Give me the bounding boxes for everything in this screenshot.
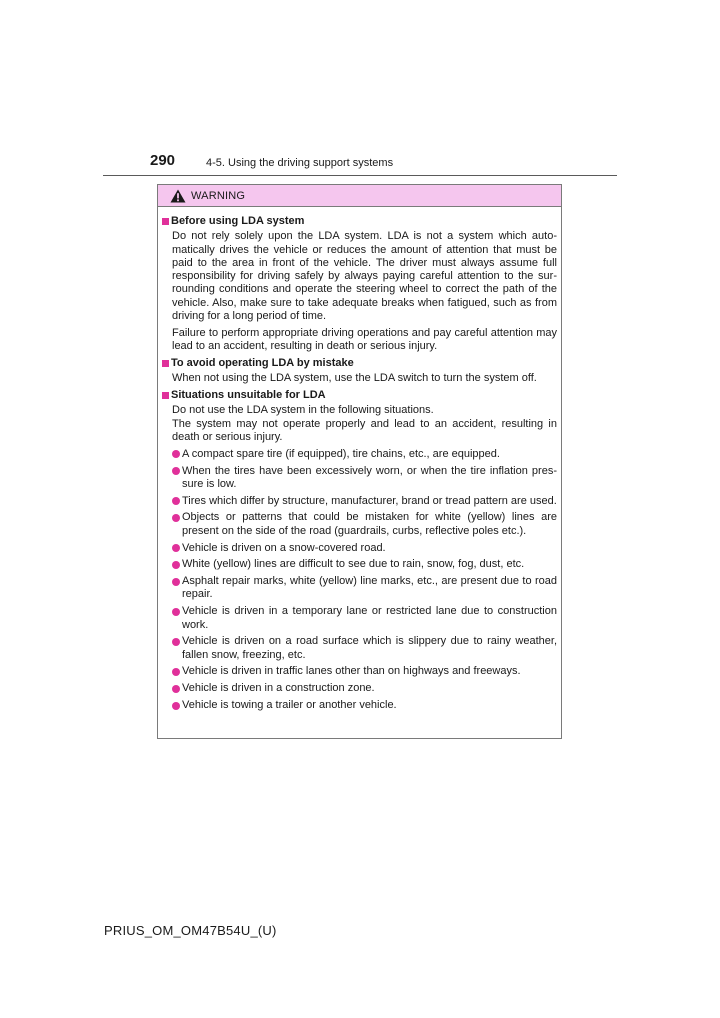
warning-triangle-icon bbox=[170, 189, 186, 203]
bullet-dot-icon bbox=[172, 638, 180, 646]
bullet-dot-icon bbox=[172, 685, 180, 693]
list-item: Vehicle is driven in a temporary lane or restricted lane due to construction work. bbox=[172, 605, 557, 632]
warning-body bbox=[158, 207, 561, 712]
warning-box bbox=[157, 184, 562, 739]
list-item: Asphalt repair marks, white (yellow) line marks, etc., are present due to road repair. bbox=[172, 575, 557, 602]
warning-header bbox=[158, 185, 561, 207]
section-heading-before-using-lda bbox=[162, 215, 557, 228]
section-marker-icon bbox=[162, 218, 169, 225]
section-title: 4-5. Using the driving support systems bbox=[206, 157, 394, 169]
list-item: Vehicle is driven in a construction zone. bbox=[172, 682, 557, 695]
situation-list bbox=[162, 448, 557, 713]
list-item: Vehicle is driven on a road surface which is slippery due to rainy weather, fallen snow, freezing, etc. bbox=[172, 635, 557, 662]
list-item: A compact spare tire (if equipped), tire chains, etc., are equipped. bbox=[172, 448, 557, 461]
section-heading-text: Situations unsuitable for LDA bbox=[171, 389, 326, 402]
paragraph: Do not use the LDA system in the following situations. bbox=[172, 404, 434, 417]
section-marker-icon bbox=[162, 360, 169, 367]
paragraph: Failure to perform appropriate driving operations and pay careful attention may lead to an accident, resulting in death or serious injury. bbox=[172, 326, 557, 353]
section-heading-text: To avoid operating LDA by mistake bbox=[171, 356, 354, 369]
bullet-dot-icon bbox=[172, 450, 180, 458]
section-heading-text: Before using LDA system bbox=[171, 215, 305, 227]
header-divider bbox=[103, 175, 617, 176]
paragraph: Do not rely solely upon the LDA system. LDA is not a system which auto-matically drives the vehicle or reduces the amount of attention that must be paid to the area in front of the vehicle. The driver must always assume full responsibility for driving safely by always paying careful attention to the sur-rounding conditions and operate the steering wheel to correct the path of the vehicle. Also, make sure to take adequate breaks when fatigued, such as from driving for a long period of time. bbox=[172, 230, 557, 323]
list-item: When the tires have been excessively worn, or when the tire inflation pres-sure is low. bbox=[172, 465, 557, 492]
paragraph: The system may not operate properly and lead to an accident, resulting in death or serious injury. bbox=[172, 417, 557, 443]
bullet-dot-icon bbox=[172, 702, 180, 710]
warning-label: WARNING bbox=[191, 189, 246, 202]
list-item: Vehicle is driven on a snow-covered road. bbox=[172, 542, 557, 555]
section-marker-icon bbox=[162, 392, 169, 399]
section-heading-avoid-operating-lda bbox=[162, 357, 557, 370]
bullet-dot-icon bbox=[172, 497, 180, 505]
bullet-dot-icon bbox=[172, 467, 180, 475]
list-item: Tires which differ by structure, manufacturer, brand or tread pattern are used. bbox=[172, 495, 557, 508]
list-item: Vehicle is towing a trailer or another vehicle. bbox=[172, 699, 557, 712]
bullet-dot-icon bbox=[172, 608, 180, 616]
page-number: 290 bbox=[150, 152, 176, 169]
bullet-dot-icon bbox=[172, 578, 180, 586]
document-code: PRIUS_OM_OM47B54U_(U) bbox=[104, 923, 277, 938]
bullet-dot-icon bbox=[172, 561, 180, 569]
paragraph: When not using the LDA system, use the LDA switch to turn the system off. bbox=[172, 372, 537, 385]
list-item: White (yellow) lines are difficult to see due to rain, snow, fog, dust, etc. bbox=[172, 558, 557, 571]
list-item: Vehicle is driven in traffic lanes other than on highways and freeways. bbox=[172, 665, 557, 678]
bullet-dot-icon bbox=[172, 514, 180, 522]
section-heading-situations-unsuitable bbox=[162, 389, 557, 402]
bullet-dot-icon bbox=[172, 668, 180, 676]
bullet-dot-icon bbox=[172, 544, 180, 552]
list-item: Objects or patterns that could be mistaken for white (yellow) lines are present on the side of the road (guardrails, curbs, reflective poles etc.). bbox=[172, 511, 557, 538]
